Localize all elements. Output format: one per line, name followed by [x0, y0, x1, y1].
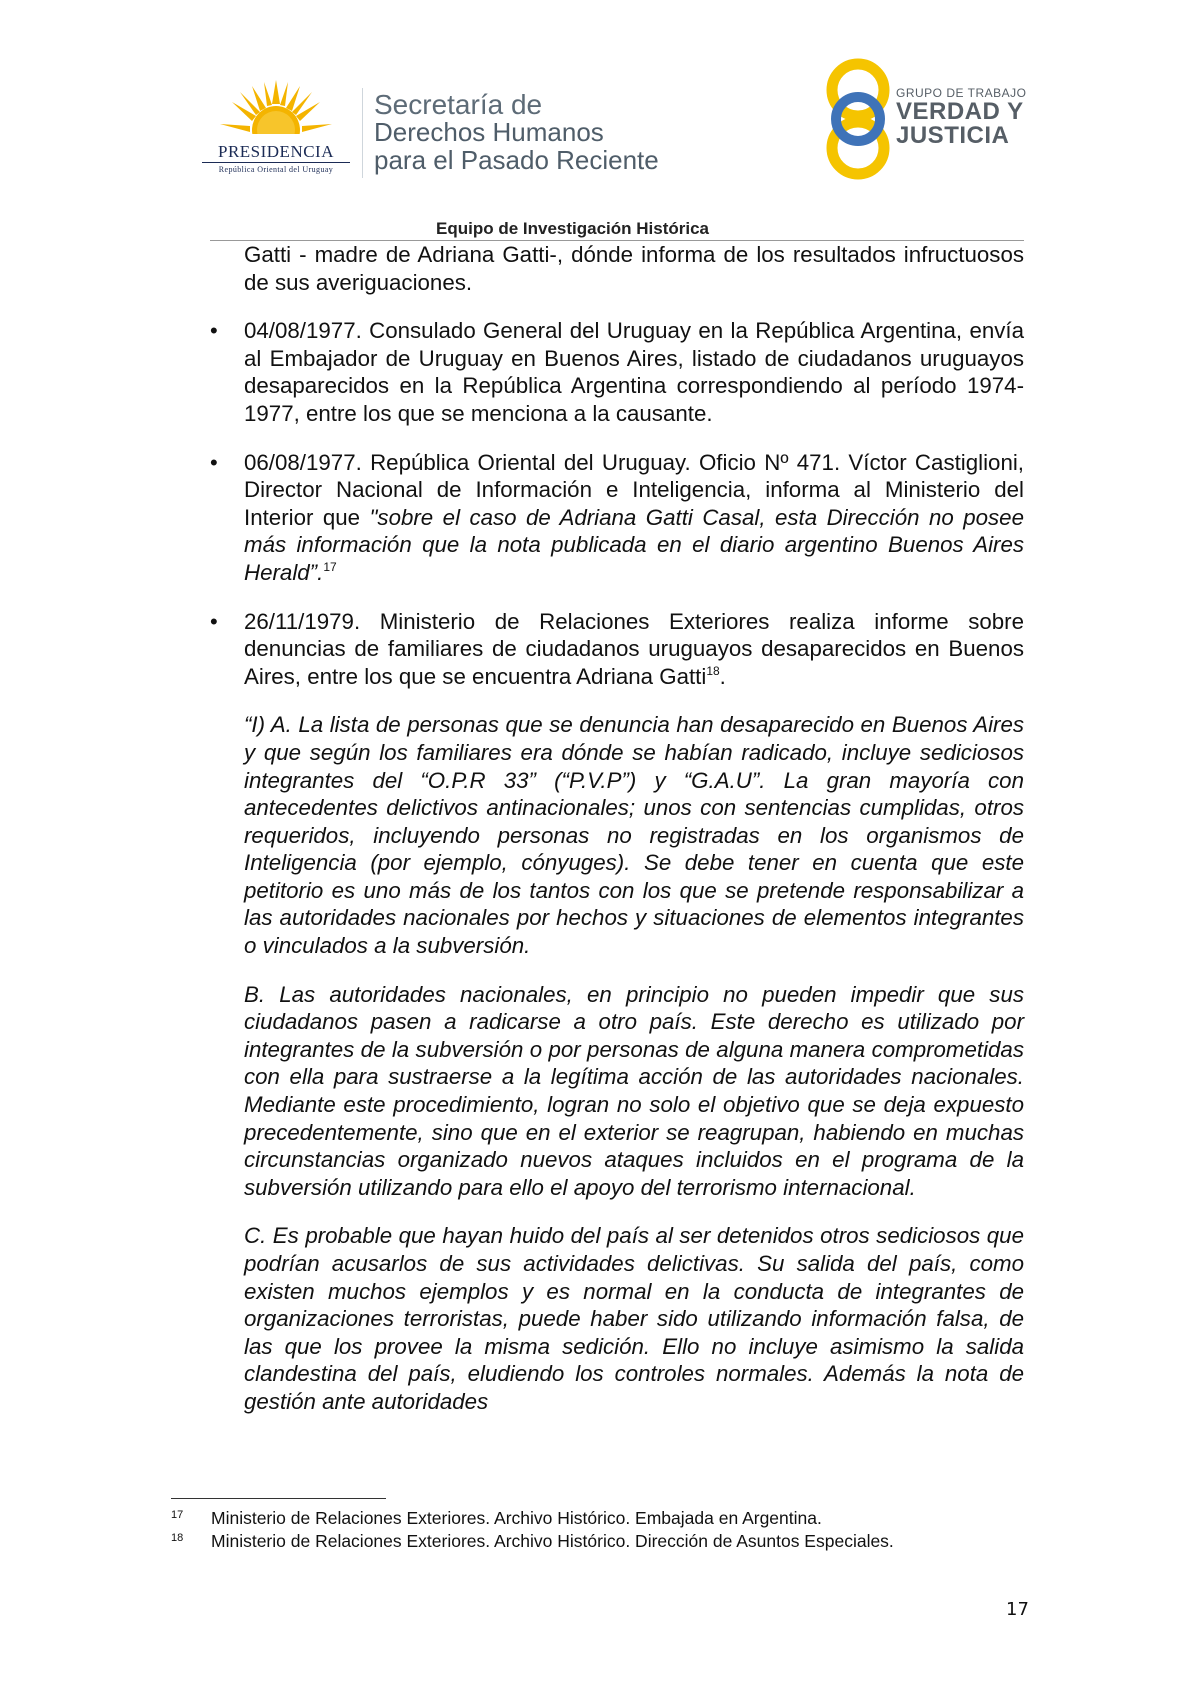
- verdad-justicia-logo: [820, 56, 1030, 186]
- secretaria-line-3: para el Pasado Reciente: [374, 144, 659, 175]
- bullet: •: [210, 608, 218, 634]
- footnote-number: 18: [171, 1532, 184, 1544]
- quote-text: C. Es probable que hayan huido del país al ser detenidos otros sediciosos que podrían acusarlos de sus actividades delictivas. Su salida del país, como existen muchos ejemplos y es normal en la conducta de integrantes de organizaciones terroristas, puede haber sido utilizando información falsa, de las que los provee la misma sedición. Ello no incluye asimismo la salida clandestina del país, eludiendo los controles normales. Además la nota de gestión ante autoridades: [244, 1223, 1024, 1414]
- list-item-lead: 26/11/1979. Ministerio de Relaciones Exteriores realiza informe sobre denuncias de familiares de ciudadanos uruguayos desaparecidos en Buenos Aires, entre los que se encuentra Adriana Gatti: [244, 608, 1024, 689]
- list-item: [210, 317, 1024, 427]
- continuation-paragraph: Gatti - madre de Adriana Gatti-, dónde informa de los resultados infructuosos de sus averiguaciones.: [244, 242, 1024, 295]
- secretaria-line-2: Derechos Humanos: [374, 117, 604, 148]
- quote-text: B. Las autoridades nacionales, en principio no pueden impedir que sus ciudadanos pasen a radicarse a otro país. Este derecho es utilizado por integrantes de la subversión o por personas de alguna manera comprometidas con ella para sustraerse a la legítima acción de las autoridades nacionales. Mediante este procedimiento, logran no solo el objetivo que se deja expuesto precedentemente, sino que en el exterior se reagrupan, habiendo en muchas circunstancias organizado nuevos ataques incluidos en el programa de la subversión utilizando para ello el apoyo del terrorismo internacional.: [244, 981, 1024, 1200]
- page-number: 17: [1006, 1599, 1029, 1620]
- footnote-text: Ministerio de Relaciones Exteriores. Archivo Histórico. Embajada en Argentina.: [211, 1508, 822, 1528]
- list-item-text: 04/08/1977. Consulado General del Uruguay en la República Argentina, envía al Embajador de Uruguay en Buenos Aires, listado de ciudadanos uruguayos desaparecidos en la República Argentina correspondiendo al período 1974-1977, entre los que se menciona a la causante.: [244, 318, 1024, 426]
- secretaria-logo-text: [374, 90, 659, 174]
- footnote-ref: 18: [706, 663, 720, 678]
- list-item: [210, 449, 1024, 587]
- presidencia-logo: [196, 78, 356, 178]
- list-item-lead: 06/08/1977. República Oriental del Uruguay. Oficio Nº 471. Víctor Castiglioni, Director Nacional de Información e Inteligencia, informa al Ministerio del Interior que: [244, 449, 1024, 530]
- presidencia-subtitle: República Oriental del Uruguay: [218, 165, 334, 174]
- quote-text: “I) A. La lista de personas que se denuncia han desaparecido en Buenos Aires y que según los familiares era dónde se habían radicado, incluye sediciosos integrantes del “O.P.R 33” (“P.V.P”) y “G.A.U”. La gran mayoría con antecedentes delictivos antinacionales; unos con sentencias cumplidas, otros requeridos, incluyendo personas no registradas en los organismos de Inteligencia (por ejemplo, cónyuges). Se debe tener en cuenta que este petitorio es uno más de los tantos con los que se pretende responsabilizar a las autoridades nacionales por hechos y situaciones de elementos integrantes o vinculados a la subversión.: [244, 712, 1024, 959]
- bullet: •: [210, 318, 218, 344]
- list-item-text: [244, 449, 1024, 587]
- footnote-ref: 17: [323, 559, 337, 574]
- verdad-justicia-text: [896, 86, 1026, 148]
- quote-paragraph: [244, 1222, 1024, 1415]
- footnote: [171, 1507, 1031, 1530]
- presidencia-name: PRESIDENCIA: [217, 142, 334, 161]
- gtvj-line-3: JUSTICIA: [896, 122, 1010, 149]
- quote-paragraph: [244, 981, 1024, 1202]
- gtvj-line-1: GRUPO DE TRABAJO: [896, 86, 1027, 100]
- document-body: [210, 241, 1024, 1416]
- footnote-rule: [171, 1498, 386, 1499]
- list-item-end: .: [719, 663, 726, 689]
- footnote: [171, 1530, 1031, 1553]
- list-item: [210, 608, 1024, 691]
- list-item-text: [244, 608, 1024, 691]
- secretaria-line-1: Secretaría de: [374, 89, 543, 120]
- footnote-number: 17: [171, 1509, 184, 1521]
- gtvj-line-2: VERDAD Y: [896, 98, 1024, 125]
- presidencia-rule: [202, 162, 350, 163]
- team-title: Equipo de Investigación Histórica: [436, 219, 709, 238]
- footnote-text: Ministerio de Relaciones Exteriores. Archivo Histórico. Dirección de Asuntos Especiales.: [211, 1531, 894, 1551]
- intertwined-rings-icon: [820, 56, 896, 182]
- inline-quote: "sobre el caso de Adriana Gatti Casal, esta Dirección no posee más información que la nota publicada en el diario argentino Buenos Aires Herald”.: [244, 504, 1024, 585]
- sun-emblem-icon: [218, 78, 334, 142]
- bullet: •: [210, 449, 218, 475]
- footnotes: [171, 1507, 1031, 1553]
- quote-paragraph: [244, 711, 1024, 959]
- header-divider: [362, 88, 363, 178]
